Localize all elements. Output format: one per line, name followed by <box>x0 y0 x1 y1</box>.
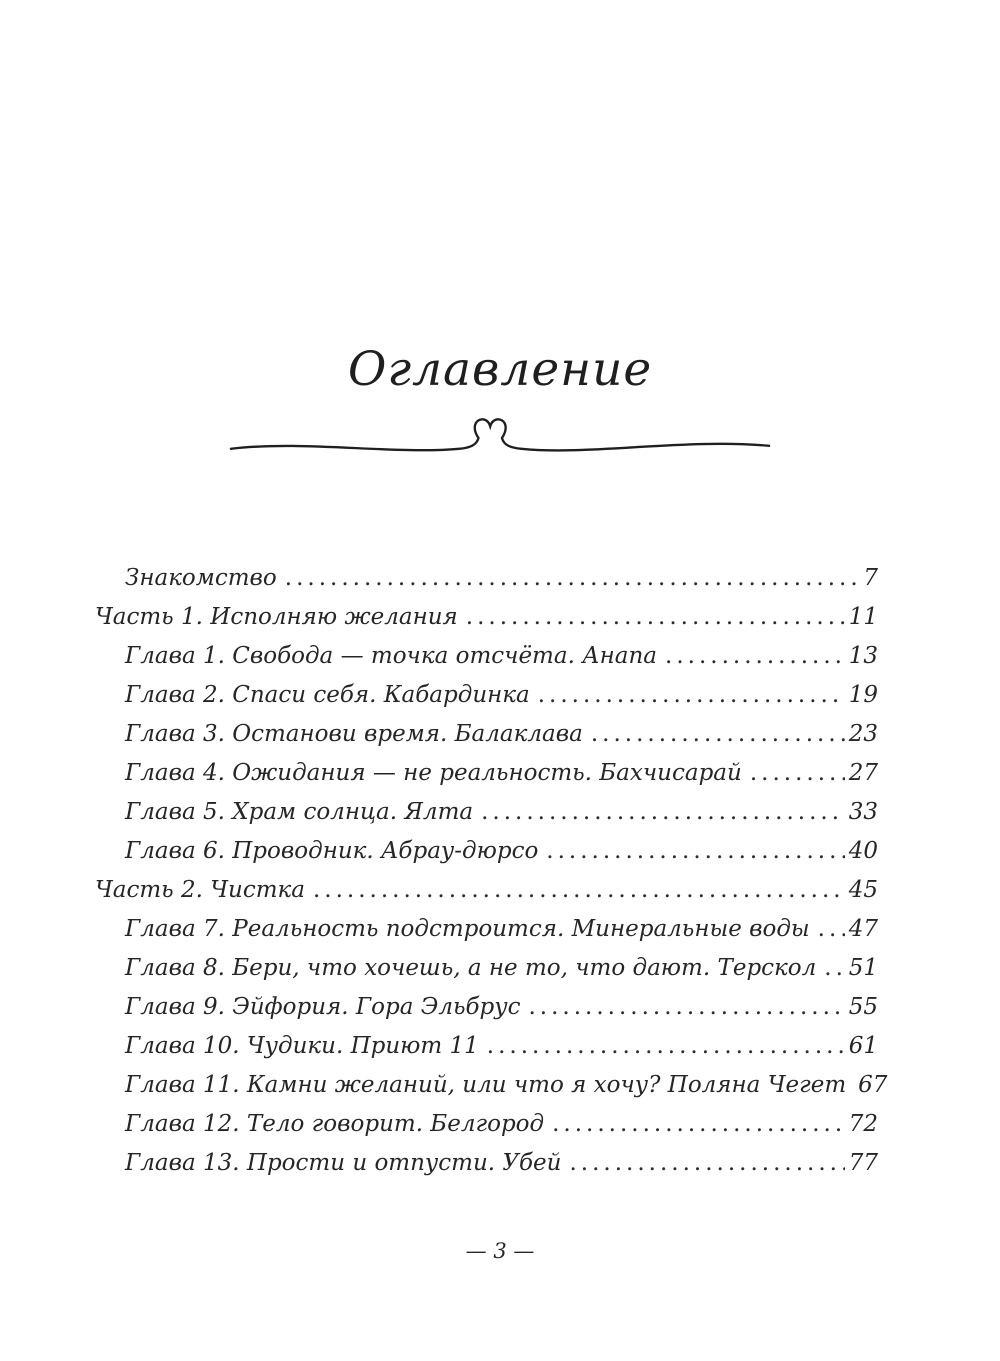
toc-entry-label: Глава 10. Чудики. Приют 11 <box>125 1033 479 1059</box>
toc-entry-page: 7 <box>863 565 878 591</box>
dot-leader <box>528 994 844 1020</box>
toc-entry <box>95 1072 888 1111</box>
heart-divider <box>0 409 1000 473</box>
toc-entry <box>95 565 878 604</box>
toc-entry <box>95 682 878 721</box>
dot-leader <box>818 916 845 942</box>
toc-entry <box>95 760 878 799</box>
dot-leader <box>665 643 845 669</box>
toc-entry <box>95 1111 878 1150</box>
toc-entry <box>95 955 878 994</box>
dot-leader <box>750 760 845 786</box>
toc-entry-page: 61 <box>848 1033 878 1059</box>
toc-entry-label: Часть 1. Исполняю желания <box>95 604 458 630</box>
toc-entry-label: Глава 6. Проводник. Абрау-дюрсо <box>125 838 539 864</box>
toc-entry-label: Часть 2. Чистка <box>95 877 305 903</box>
toc-entry <box>95 799 878 838</box>
dot-leader <box>481 799 845 825</box>
toc-entry-page: 40 <box>848 838 878 864</box>
toc-entry <box>95 838 878 877</box>
toc-entry-label: Глава 11. Камни желаний, или что я хочу? Поляна Чегет <box>125 1072 847 1098</box>
dot-leader <box>591 721 845 747</box>
toc-entry <box>95 994 878 1033</box>
dot-leader <box>552 1111 845 1137</box>
toc-entry-page: 19 <box>848 682 878 708</box>
toc-entry-label: Глава 13. Прости и отпусти. Убей <box>125 1150 562 1176</box>
toc-entry-label: Знакомство <box>125 565 277 591</box>
toc-entry <box>95 877 878 916</box>
page-title: Оглавление <box>347 342 653 397</box>
dot-leader <box>285 565 860 591</box>
dot-leader <box>487 1033 845 1059</box>
toc-entry-label: Глава 4. Ожидания — не реальность. Бахчисарай <box>125 760 742 786</box>
toc-entry-page: 13 <box>848 643 878 669</box>
toc-entry-label: Глава 5. Храм солнца. Ялта <box>125 799 474 825</box>
toc-entry-label: Глава 8. Бери, что хочешь, а не то, что дают. Терскол <box>125 955 817 981</box>
toc-entry <box>95 1033 878 1072</box>
toc-entry <box>95 721 878 760</box>
toc-entry-page: 77 <box>848 1150 878 1176</box>
dot-leader <box>313 877 845 903</box>
toc-entry <box>95 1150 878 1189</box>
toc-entry-page: 55 <box>848 994 878 1020</box>
toc-entry-page: 11 <box>848 604 878 630</box>
dot-leader <box>569 1150 844 1176</box>
dot-leader <box>466 604 845 630</box>
dot-leader <box>546 838 844 864</box>
toc-entry-page: 23 <box>848 721 878 747</box>
toc-entry-page: 47 <box>848 916 878 942</box>
toc-entry-label: Глава 12. Тело говорит. Белгород <box>125 1111 545 1137</box>
toc-entry-label: Глава 1. Свобода — точка отсчёта. Анапа <box>125 643 658 669</box>
toc-entry-label: Глава 3. Останови время. Балаклава <box>125 721 583 747</box>
toc-entry-page: 45 <box>848 877 878 903</box>
toc-entry-page: 72 <box>848 1111 878 1137</box>
dot-leader <box>538 682 845 708</box>
toc-entry <box>95 604 878 643</box>
toc-entry-page: 67 <box>858 1072 888 1098</box>
toc-entry-page: 33 <box>848 799 878 825</box>
dot-leader <box>824 955 844 981</box>
toc-entry-label: Глава 2. Спаси себя. Кабардинка <box>125 682 530 708</box>
page-number-footer: — 3 — <box>465 1239 535 1263</box>
toc-entry-page: 27 <box>848 760 878 786</box>
toc-entry <box>95 643 878 682</box>
toc-entry-page: 51 <box>848 955 878 981</box>
toc-entry-label: Глава 7. Реальность подстроится. Минеральные воды <box>125 916 810 942</box>
heart-divider-graphic <box>226 409 774 469</box>
toc-entry <box>95 916 878 955</box>
toc-list <box>95 565 888 1189</box>
toc-entry-label: Глава 9. Эйфория. Гора Эльбрус <box>125 994 521 1020</box>
